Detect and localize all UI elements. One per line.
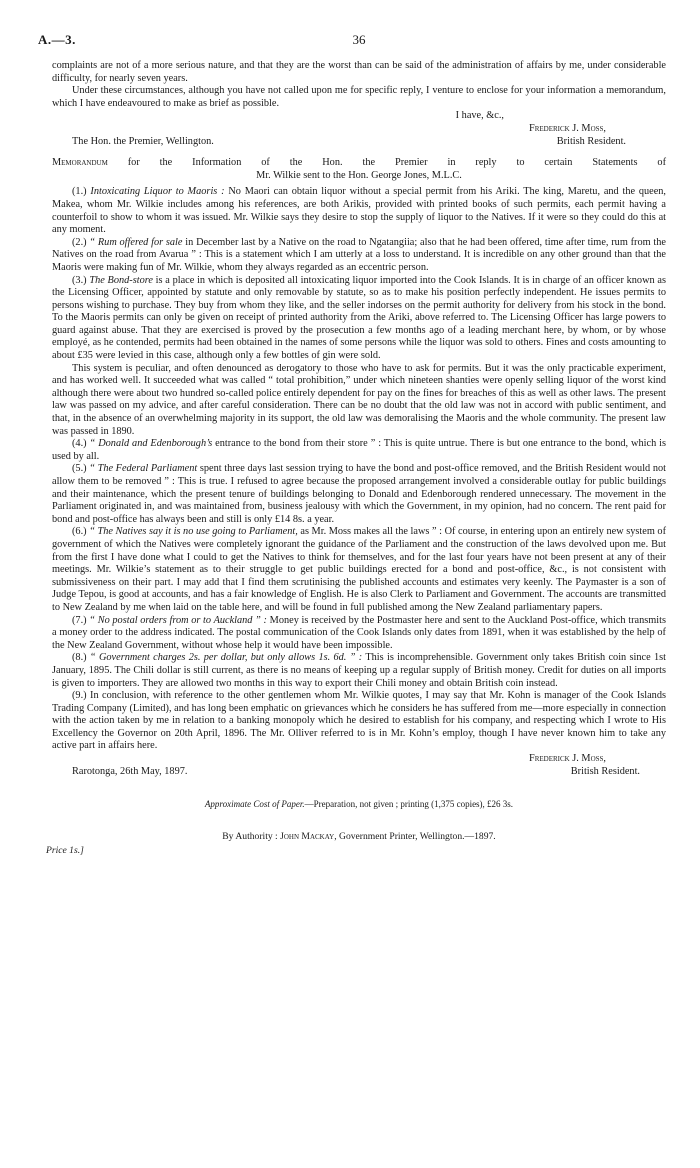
- page-number: 36: [352, 32, 366, 47]
- printer-note: By Authority : John Mackay, Government Printer, Wellington.—1897.: [222, 830, 496, 842]
- memorandum-lead: Memorandum: [52, 157, 108, 169]
- memorandum-heading: [52, 157, 666, 182]
- document-code: A.—3.: [38, 32, 76, 47]
- memo-item-9: (9.) In conclusion, with reference to the other gentlemen whom Mr. Wilkie quotes, I may say that Mr. Kohn is manager of the Cook Islands Trading Company (Limited), and has long been emphatic on grievances which he considers he has suffered from me—more especially in connection with the action taken by me in relation to a banking monopoly which he desired to establish for his company, and respecting which I wrote to His Excellency the Governor on 20th April, 1896. The Mr. Olliver referred to is in Mr. Kohn’s employ, though I have never known him to take any active part in affairs here.: [52, 690, 666, 752]
- memo-item-2: (2.) “ Rum offered for sale in December last by a Native on the road to Ngatangiia; also that he had been offered, time after time, rum from the Natives on the road from Avarua ” : This is a statement which I am utterly at a loss to understand. It is incredible on any other ground than that the Maoris were making fun of Mr. Wilkie, whom they always regarded as an eccentric person.: [52, 236, 666, 273]
- intro-paragraph-2: Under these circumstances, although you have not called upon me for specific reply, I venture to enclose for your information a memorandum, which I have endeavoured to make as brief as possible.: [52, 85, 666, 109]
- memo-item-3-continued: This system is peculiar, and often denounced as derogatory to those who have to ask for permits. But it was the only practicable experiment, and has worked well. It succeeded what was called “ total prohibition,” under which nineteen shanties were openly selling liquor of the worst kind although there were about two hundred so-called police entirely dependent for pay on the fines for breaches of this as well as other laws. The present law was passed on my advice, and after careful consideration. There can be no doubt that the old law was not in accord with public sentiment, and that, in the absence of an overwhelming majority in its support, the old law was demoralising the Maoris and the whole community. The present law was passed in 1890.: [52, 362, 666, 437]
- memo-item-5: (5.) “ The Federal Parliament spent three days last session trying to have the bond and post-office removed, and the British Resident would not allow them to be removed ” : This is true. I refused to agree because the proposed arrangement involved a considerable outlay for public buildings and their maintenance, which the present tenure of buildings belonging to Donald and Edenborough rendered unnecessary. The movement in the Parliament originated in, and was maintained from, business jealousy with which the Government, in my opinion, had no concern. The rent paid for bond and post-office has always been and still is only £14 8s. a year.: [52, 463, 666, 525]
- memo-item-4: (4.) “ Donald and Edenborough’s entrance to the bond from their store ” : This is quite untrue. There is but one entrance to the bond, which is used by all.: [52, 438, 667, 462]
- memo-item-1: (1.) Intoxicating Liquor to Maoris : No Maori can obtain liquor without a special permit from his Ariki. The king, Maretu, and the queen, Makea, whom Mr. Wilkie includes among his references, are both Arikis, provided with printed books of such permits, each permit having a counterfoil to show to whom it was issued. Mr. Wilkie says they desire to stop the supply of liquor to the Natives. If it were so they could do this at any moment.: [52, 186, 667, 236]
- memo-item-3: (3.) The Bond-store is a place in which is deposited all intoxicating liquor imported into the Cook Islands. It is in charge of an officer known as the Licensing Officer, appointed by statute and only removable by statute, so as to make his position perfectly independent. He issues permits to persons wishing to purchase. They buy from whom they like, and the seller indorses on the permit authority for delivery from his stock in the bond. To the Maoris permits can only be given on receipt of printed authority from the Ariki, above referred to. The Licensing Officer has large powers to guard against abuse. That they are exercised is proved by the prosecution a few months ago of a leading merchant here, by whom, or by whose employé, as he contended, permits had been obtained in the names of some persons while the liquor was sold to others. Fines and costs amounting to about £35 were levied in this case, although only a few bottles of gin were sold.: [52, 274, 666, 362]
- memo-item-6: (6.) “ The Natives say it is no use going to Parliament, as Mr. Moss makes all the laws ” : Of course, in entering upon an entirely new system of government of which the Natives were completely ignorant the guidance of the Parliament and the construction of the laws devolved upon me. But from the first I have done what I could to get the Natives to think for themselves, and for the last four years have not been present at any of their meetings. Mr. Wilkie’s statement as to their struggle to get public buildings erected for a bond and post-office, &c., is not consistent with submissiveness on their part. I may add that I find them scrutinising the published accounts and estimates very keenly. The Paymaster is a son of Judge Tepou, is good at accounts, and has a fair knowledge of English. He is also Clerk to Parliament and Government. The accounts are transmitted to New Zealand by me when laid on the table here, and will be found in full published among the New Zealand parliamentary papers.: [52, 526, 667, 613]
- signatory-title: British Resident.: [556, 135, 626, 147]
- memorandum-heading-line-1: Memorandum for the Information of the Hon. the Premier in reply to certain Statements of: [52, 157, 666, 169]
- addressee-row: [52, 136, 666, 149]
- closing-row: [52, 766, 666, 779]
- price-note: Price 1s.]: [46, 845, 84, 857]
- page-header: [38, 32, 666, 60]
- closing-phrase: I have, &c.,: [455, 110, 504, 122]
- signature: Frederick J. Moss,: [528, 122, 606, 134]
- memo-item-7: (7.) “ No postal orders from or to Auckland ” : Money is received by the Postmaster here and sent to the Auckland Post-office, which transmits a money order to the address indicated. The postal communication of the Cook Islands only dates from 1891, when it was established by the help of the New Zealand Government, without whose help it would have been impossible.: [52, 614, 666, 651]
- memorandum-heading-line-2: Mr. Wilkie sent to the Hon. George Jones, M.L.C.: [256, 169, 462, 181]
- addressee: The Hon. the Premier, Wellington.: [72, 135, 214, 147]
- place-date: Rarotonga, 26th May, 1897.: [72, 765, 188, 777]
- cost-note: Approximate Cost of Paper.—Preparation, not given ; printing (1,375 copies), £26 3s.: [204, 799, 514, 810]
- intro-paragraph-1: complaints are not of a more serious nature, and that they are the worst than can be said of the administration of affairs by me, under considerable difficulty, for nearly seven years.: [52, 60, 666, 84]
- closing-title: British Resident.: [570, 765, 640, 777]
- memo-item-8: (8.) “ Government charges 2s. per dollar, but only allows 1s. 6d. ” : This is incomprehensible. Government only takes British coin since 1st January, 1895. The Chili dollar is still current, as there is no means of keeping up a regular supply of British money. Credit for duties on all imports is given to importers. They are allowed two months in this way to export their Chili money and obtain British coin instead.: [52, 652, 667, 689]
- closing-signature: Frederick J. Moss,: [528, 753, 606, 765]
